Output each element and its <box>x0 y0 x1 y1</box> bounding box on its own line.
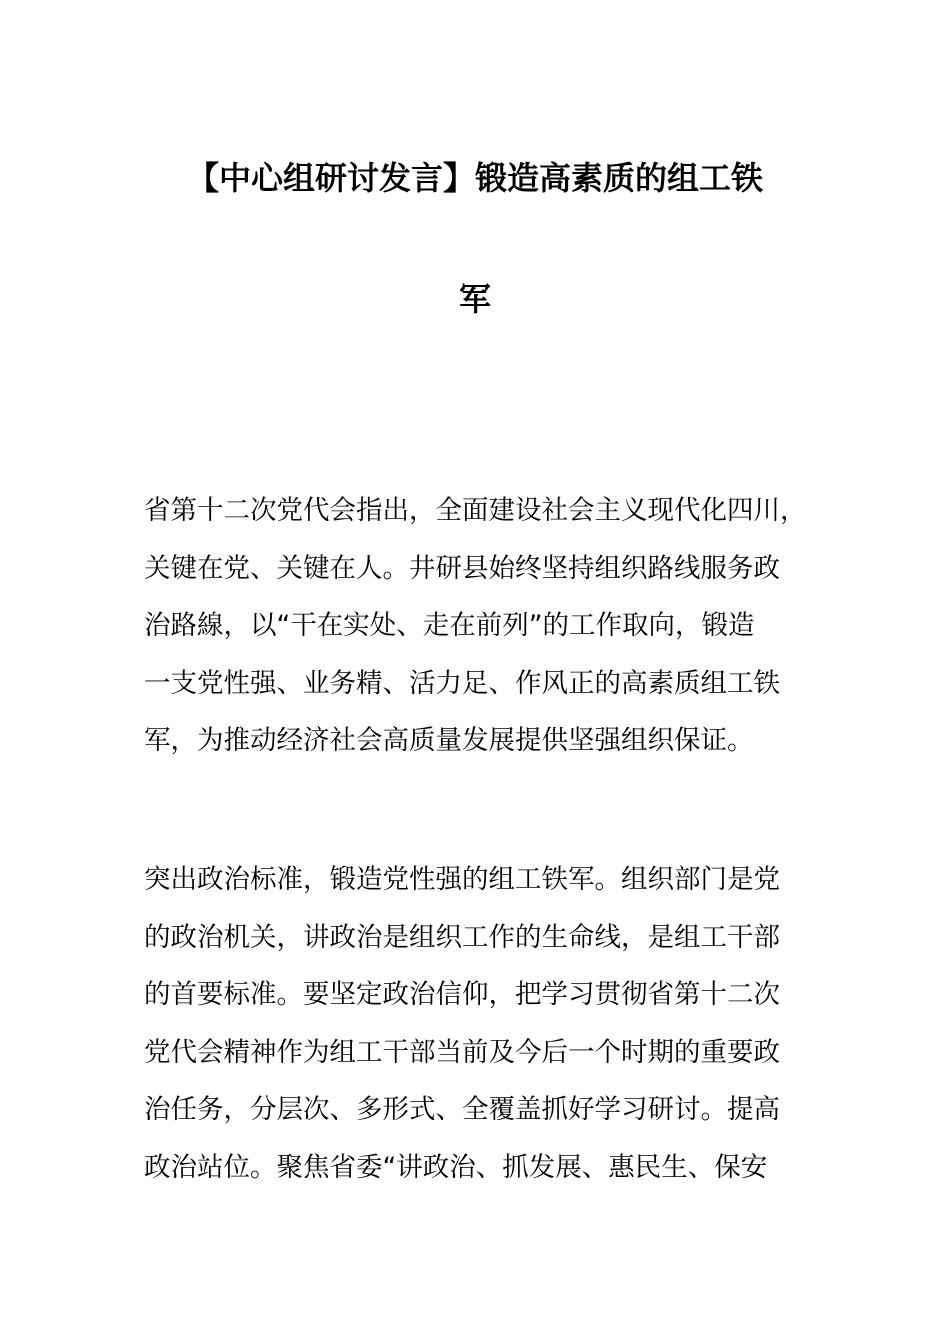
paragraph-political-standard <box>144 851 834 1197</box>
paragraph-line: 政治站位。聚焦省委“讲政治、抓发展、惠民生、保安 <box>144 1151 768 1183</box>
paragraph-line: 军，为推动经济社会高质量发展提供坚强组织保证。 <box>144 725 754 757</box>
paragraph-line: 关键在党、关键在人。井研县始终坚持组织路线服务政 <box>144 552 780 584</box>
paragraph-line: 治任务，分层次、多形式、全覆盖抓好学习研讨。提高 <box>144 1094 780 1126</box>
document-title-line-1: 【中心组研讨发言】锻造高素质的组工铁 <box>186 159 763 197</box>
paragraph-line: 省第十二次党代会指出，全面建设社会主义现代化四川， <box>144 495 807 526</box>
paragraph-line: 一支党性强、业务精、活力足、作风正的高素质组工铁 <box>144 667 780 699</box>
paragraph-line: 治路線，以“干在实处、走在前列”的工作取向，锻造 <box>144 610 755 642</box>
paragraph-line: 的首要标准。要坚定政治信仰，把学习贯彻省第十二次 <box>144 979 780 1011</box>
paragraph-line: 的政治机关，讲政治是组织工作的生命线，是组工干部 <box>144 921 780 953</box>
paragraph-line: 党代会精神作为组工干部当前及今后一个时期的重要政 <box>144 1036 780 1068</box>
document-title-line-2: 军 <box>458 280 491 318</box>
paragraph-line: 突出政治标准，锻造党性强的组工铁军。组织部门是党 <box>144 864 780 895</box>
paragraph-intro <box>144 482 834 770</box>
